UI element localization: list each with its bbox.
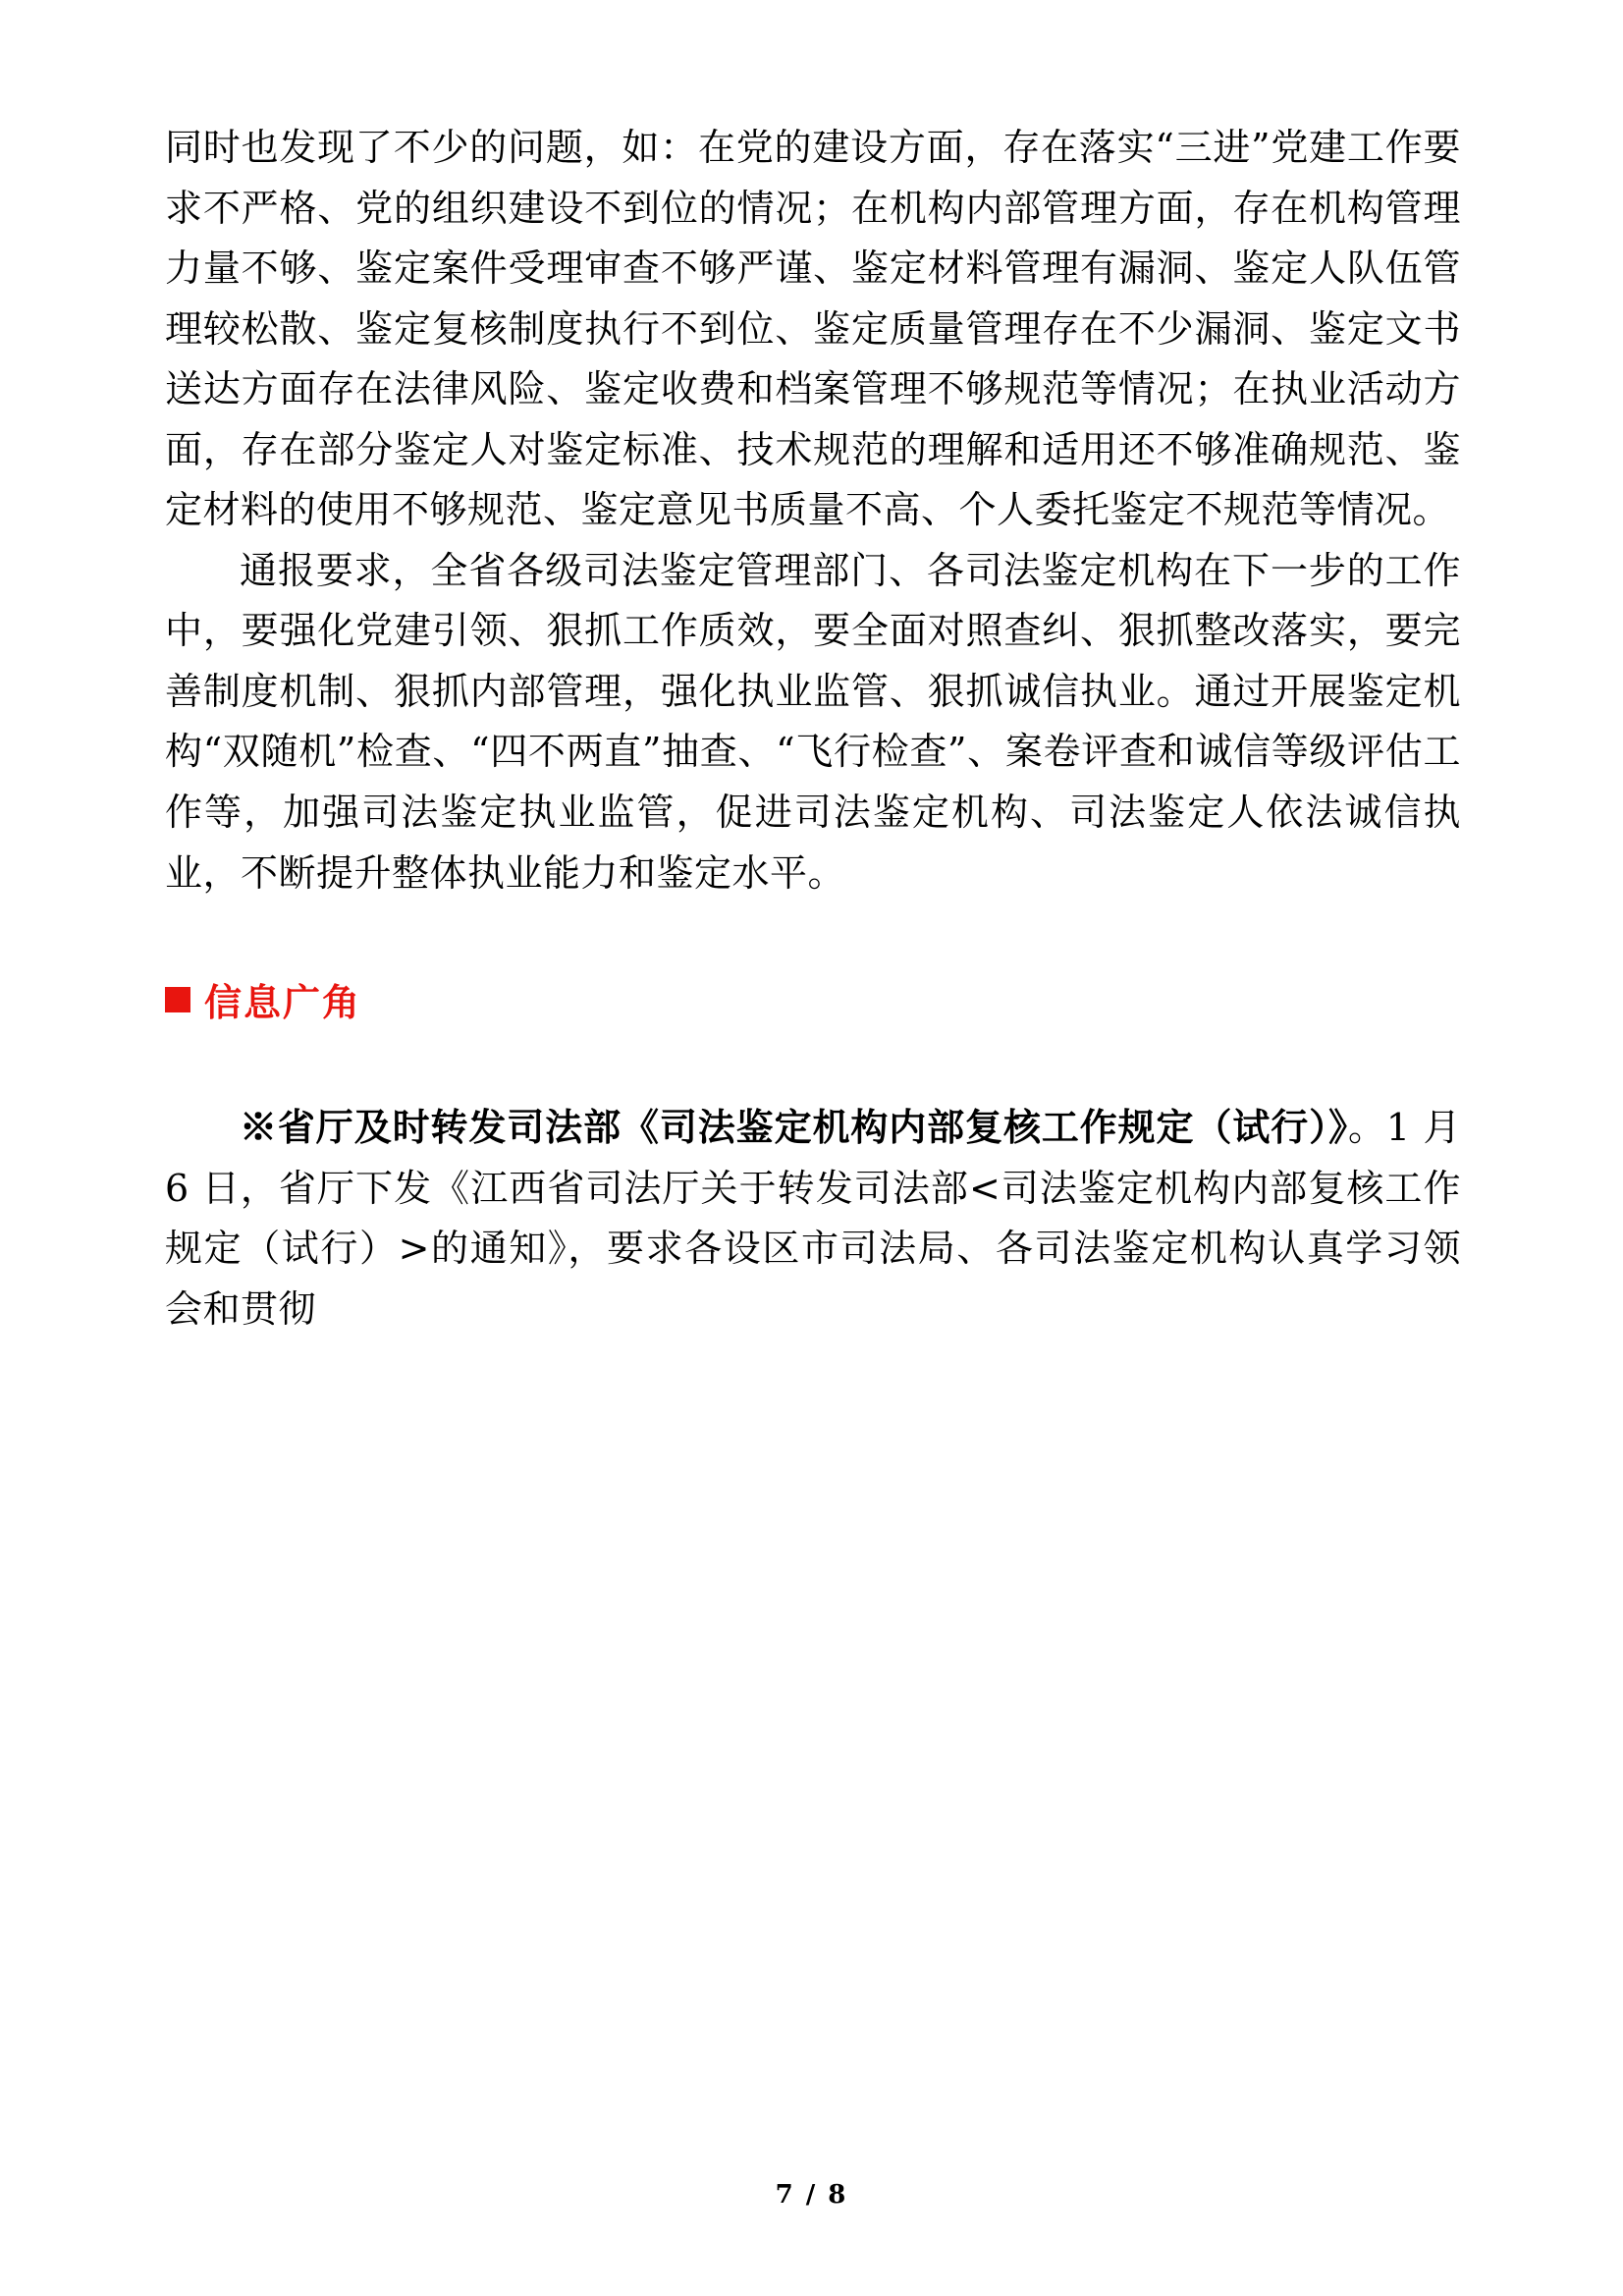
page-footer bbox=[0, 2180, 1623, 2210]
red-square-icon bbox=[165, 987, 190, 1012]
news-item-paragraph bbox=[165, 1097, 1461, 1339]
section-heading bbox=[165, 972, 1461, 1026]
news-item-body: 。1 月 6 日，省厅下发《江西省司法厅关于转发司法部<司法鉴定机构内部复核工作规定（试行）>的通知》，要求各设区市司法局、各司法鉴定机构认真学习领会和贯彻 bbox=[165, 1106, 1461, 1331]
paragraph-requirements: 通报要求，全省各级司法鉴定管理部门、各司法鉴定机构在下一步的工作中，要强化党建引领、狠抓工作质效，要全面对照查纠、狠抓整改落实，要完善制度机制、狠抓内部管理，强化执业监管、狠抓诚信执业。通过开展鉴定机构“双随机”检查、“四不两直”抽查、“飞行检查”、案卷评查和诚信等级评估工作等，加强司法鉴定执业监管，促进司法鉴定机构、司法鉴定人依法诚信执业，不断提升整体执业能力和鉴定水平。 bbox=[165, 548, 1461, 895]
paragraph-problems: 同时也发现了不少的问题，如：在党的建设方面，存在落实“三进”党建工作要求不严格、党的组织建设不到位的情况；在机构内部管理方面，存在机构管理力量不够、鉴定案件受理审查不够严谨、鉴定材料管理有漏洞、鉴定人队伍管理较松散、鉴定复核制度执行不到位、鉴定质量管理存在不少漏洞、鉴定文书送达方面存在法律风险、鉴定收费和档案管理不够规范等情况；在执业活动方面，存在部分鉴定人对鉴定标准、技术规范的理解和适用还不够准确规范、鉴定材料的使用不够规范、鉴定意见书质量不高、个人委托鉴定不规范等情况。 bbox=[165, 126, 1461, 532]
page-number: 7 / 8 bbox=[775, 2180, 848, 2210]
news-item-title: ※省厅及时转发司法部《司法鉴定机构内部复核工作规定（试行）》 bbox=[240, 1105, 1348, 1150]
section-heading-label: 信息广角 bbox=[204, 981, 362, 1025]
heading-spacer bbox=[165, 1026, 1461, 1097]
page-content bbox=[165, 118, 1461, 1339]
